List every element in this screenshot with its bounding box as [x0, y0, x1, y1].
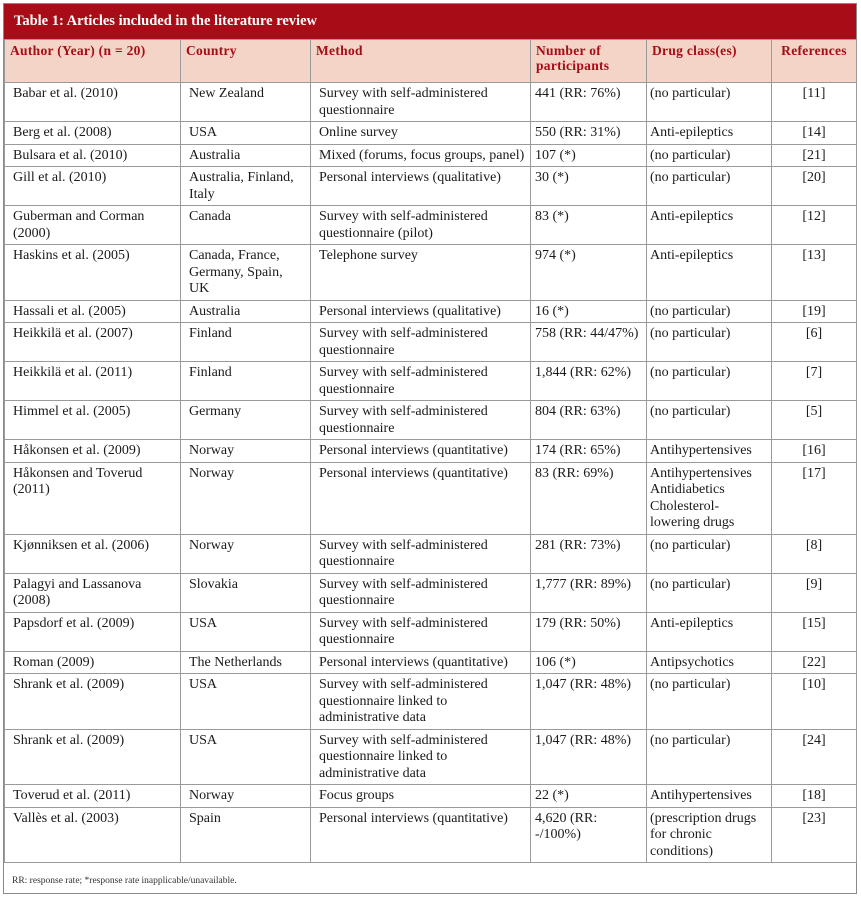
cell-author: Håkonsen et al. (2009)	[5, 440, 181, 463]
cell-country: Australia	[181, 300, 311, 323]
table-row	[5, 300, 857, 323]
cell-method: Survey with self-administered questionnaire linked to administrative data	[311, 674, 531, 730]
cell-author: Hassali et al. (2005)	[5, 300, 181, 323]
cell-reference: [12]	[772, 206, 857, 245]
cell-drug-class: Antipsychotics	[647, 651, 772, 674]
cell-participants: 4,620 (RR: -/100%)	[531, 807, 647, 863]
cell-country: New Zealand	[181, 83, 311, 122]
cell-participants: 22 (*)	[531, 785, 647, 808]
cell-participants: 1,844 (RR: 62%)	[531, 362, 647, 401]
cell-author: Berg et al. (2008)	[5, 122, 181, 145]
table-row	[5, 674, 857, 730]
cell-author: Shrank et al. (2009)	[5, 674, 181, 730]
table-row	[5, 440, 857, 463]
header-author: Author (Year) (n = 20)	[5, 40, 181, 83]
cell-drug-class: (no particular)	[647, 534, 772, 573]
cell-drug-class: Anti-epileptics	[647, 612, 772, 651]
cell-reference: [10]	[772, 674, 857, 730]
cell-reference: [13]	[772, 245, 857, 301]
cell-author: Haskins et al. (2005)	[5, 245, 181, 301]
header-country: Country	[181, 40, 311, 83]
cell-reference: [18]	[772, 785, 857, 808]
cell-participants: 1,777 (RR: 89%)	[531, 573, 647, 612]
cell-country: USA	[181, 729, 311, 785]
cell-method: Survey with self-administered questionnaire	[311, 362, 531, 401]
header-drug-class: Drug class(es)	[647, 40, 772, 83]
cell-drug-class: Anti-epileptics	[647, 122, 772, 145]
cell-method: Survey with self-administered questionnaire linked to administrative data	[311, 729, 531, 785]
header-method: Method	[311, 40, 531, 83]
cell-country: Norway	[181, 534, 311, 573]
cell-country: Germany	[181, 401, 311, 440]
cell-method: Online survey	[311, 122, 531, 145]
table-row	[5, 651, 857, 674]
header-participants: Number of participants	[531, 40, 647, 83]
table-footnote: RR: response rate; *response rate inapplicable/unavailable.	[12, 876, 237, 886]
table-row	[5, 612, 857, 651]
cell-drug-class: Anti-epileptics	[647, 245, 772, 301]
table-row	[5, 144, 857, 167]
cell-reference: [17]	[772, 462, 857, 534]
cell-reference: [23]	[772, 807, 857, 863]
cell-reference: [9]	[772, 573, 857, 612]
cell-participants: 1,047 (RR: 48%)	[531, 729, 647, 785]
cell-reference: [8]	[772, 534, 857, 573]
cell-drug-class: Antihypertensives	[647, 785, 772, 808]
cell-drug-class: (no particular)	[647, 674, 772, 730]
cell-participants: 83 (RR: 69%)	[531, 462, 647, 534]
cell-method: Survey with self-administered questionnaire	[311, 83, 531, 122]
cell-method: Telephone survey	[311, 245, 531, 301]
cell-method: Survey with self-administered questionnaire	[311, 323, 531, 362]
cell-author: Håkonsen and Toverud (2011)	[5, 462, 181, 534]
cell-drug-class: (no particular)	[647, 729, 772, 785]
cell-reference: [20]	[772, 167, 857, 206]
table-row	[5, 245, 857, 301]
cell-method: Survey with self-administered questionnaire	[311, 401, 531, 440]
cell-participants: 107 (*)	[531, 144, 647, 167]
cell-country: USA	[181, 612, 311, 651]
table-header-row	[5, 40, 857, 83]
table-row	[5, 785, 857, 808]
cell-method: Personal interviews (qualitative)	[311, 167, 531, 206]
cell-participants: 16 (*)	[531, 300, 647, 323]
cell-country: Canada	[181, 206, 311, 245]
cell-reference: [22]	[772, 651, 857, 674]
cell-participants: 550 (RR: 31%)	[531, 122, 647, 145]
cell-reference: [21]	[772, 144, 857, 167]
cell-drug-class-line: Cholesterol-	[650, 498, 720, 514]
table-row	[5, 401, 857, 440]
cell-drug-class: (no particular)	[647, 362, 772, 401]
cell-method: Personal interviews (quantitative)	[311, 807, 531, 863]
cell-drug-class: Anti-epileptics	[647, 206, 772, 245]
cell-drug-class: (no particular)	[647, 144, 772, 167]
cell-country: Canada, France, Germany, Spain, UK	[181, 245, 311, 301]
cell-drug-class: (no particular)	[647, 573, 772, 612]
cell-drug-class: (no particular)	[647, 167, 772, 206]
cell-author: Toverud et al. (2011)	[5, 785, 181, 808]
cell-drug-class-line: Antidiabetics	[650, 482, 725, 497]
cell-method: Survey with self-administered questionnaire	[311, 573, 531, 612]
cell-author: Palagyi and Lassanova (2008)	[5, 573, 181, 612]
table-row	[5, 323, 857, 362]
cell-country: Australia	[181, 144, 311, 167]
cell-participants: 1,047 (RR: 48%)	[531, 674, 647, 730]
cell-author: Kjønniksen et al. (2006)	[5, 534, 181, 573]
articles-table	[4, 39, 857, 863]
cell-method: Survey with self-administered questionnaire	[311, 534, 531, 573]
cell-reference: [24]	[772, 729, 857, 785]
cell-country: Finland	[181, 323, 311, 362]
table-row	[5, 83, 857, 122]
table-row	[5, 729, 857, 785]
cell-drug-class: (prescription drugs for chronic conditions)	[647, 807, 772, 863]
cell-participants: 83 (*)	[531, 206, 647, 245]
cell-country: Spain	[181, 807, 311, 863]
header-references: References	[772, 40, 857, 83]
cell-drug-class: (no particular)	[647, 300, 772, 323]
cell-drug-class-line: Antihypertensives	[650, 465, 752, 481]
cell-method: Survey with self-administered questionnaire (pilot)	[311, 206, 531, 245]
cell-author: Babar et al. (2010)	[5, 83, 181, 122]
cell-author: Guberman and Corman (2000)	[5, 206, 181, 245]
cell-reference: [5]	[772, 401, 857, 440]
table-title: Table 1: Articles included in the literature review	[4, 4, 856, 39]
cell-author: Vallès et al. (2003)	[5, 807, 181, 863]
cell-reference: [19]	[772, 300, 857, 323]
cell-participants: 179 (RR: 50%)	[531, 612, 647, 651]
cell-reference: [7]	[772, 362, 857, 401]
cell-drug-class: (no particular)	[647, 83, 772, 122]
cell-author: Gill et al. (2010)	[5, 167, 181, 206]
table-row	[5, 462, 857, 534]
table-body	[5, 83, 857, 863]
cell-method: Personal interviews (quantitative)	[311, 440, 531, 463]
cell-drug-class: Antihypertensives	[647, 440, 772, 463]
cell-author: Papsdorf et al. (2009)	[5, 612, 181, 651]
cell-country: Australia, Finland, Italy	[181, 167, 311, 206]
cell-participants: 441 (RR: 76%)	[531, 83, 647, 122]
cell-method: Personal interviews (quantitative)	[311, 651, 531, 674]
cell-reference: [15]	[772, 612, 857, 651]
cell-method: Mixed (forums, focus groups, panel)	[311, 144, 531, 167]
cell-country: USA	[181, 122, 311, 145]
cell-country: Norway	[181, 785, 311, 808]
cell-method: Personal interviews (quantitative)	[311, 462, 531, 534]
table-row	[5, 807, 857, 863]
cell-author: Shrank et al. (2009)	[5, 729, 181, 785]
cell-participants: 281 (RR: 73%)	[531, 534, 647, 573]
cell-reference: [6]	[772, 323, 857, 362]
cell-participants: 758 (RR: 44/47%)	[531, 323, 647, 362]
cell-country: Finland	[181, 362, 311, 401]
cell-drug-class: (no particular)	[647, 323, 772, 362]
cell-drug-class	[647, 462, 772, 534]
cell-participants: 174 (RR: 65%)	[531, 440, 647, 463]
cell-reference: [11]	[772, 83, 857, 122]
table-row	[5, 362, 857, 401]
cell-author: Roman (2009)	[5, 651, 181, 674]
cell-participants: 804 (RR: 63%)	[531, 401, 647, 440]
cell-author: Heikkilä et al. (2011)	[5, 362, 181, 401]
cell-drug-class-line: lowering drugs	[650, 515, 735, 530]
cell-author: Himmel et al. (2005)	[5, 401, 181, 440]
table-row	[5, 573, 857, 612]
cell-drug-class: (no particular)	[647, 401, 772, 440]
cell-country: Norway	[181, 462, 311, 534]
cell-reference: [16]	[772, 440, 857, 463]
table-frame	[3, 3, 857, 894]
cell-participants: 30 (*)	[531, 167, 647, 206]
cell-country: Norway	[181, 440, 311, 463]
cell-participants: 106 (*)	[531, 651, 647, 674]
cell-country: Slovakia	[181, 573, 311, 612]
cell-author: Heikkilä et al. (2007)	[5, 323, 181, 362]
table-row	[5, 534, 857, 573]
table-row	[5, 122, 857, 145]
table-row	[5, 206, 857, 245]
cell-author: Bulsara et al. (2010)	[5, 144, 181, 167]
cell-country: USA	[181, 674, 311, 730]
table-row	[5, 167, 857, 206]
cell-method: Survey with self-administered questionnaire	[311, 612, 531, 651]
cell-reference: [14]	[772, 122, 857, 145]
cell-method: Personal interviews (qualitative)	[311, 300, 531, 323]
cell-participants: 974 (*)	[531, 245, 647, 301]
cell-method: Focus groups	[311, 785, 531, 808]
cell-country: The Netherlands	[181, 651, 311, 674]
